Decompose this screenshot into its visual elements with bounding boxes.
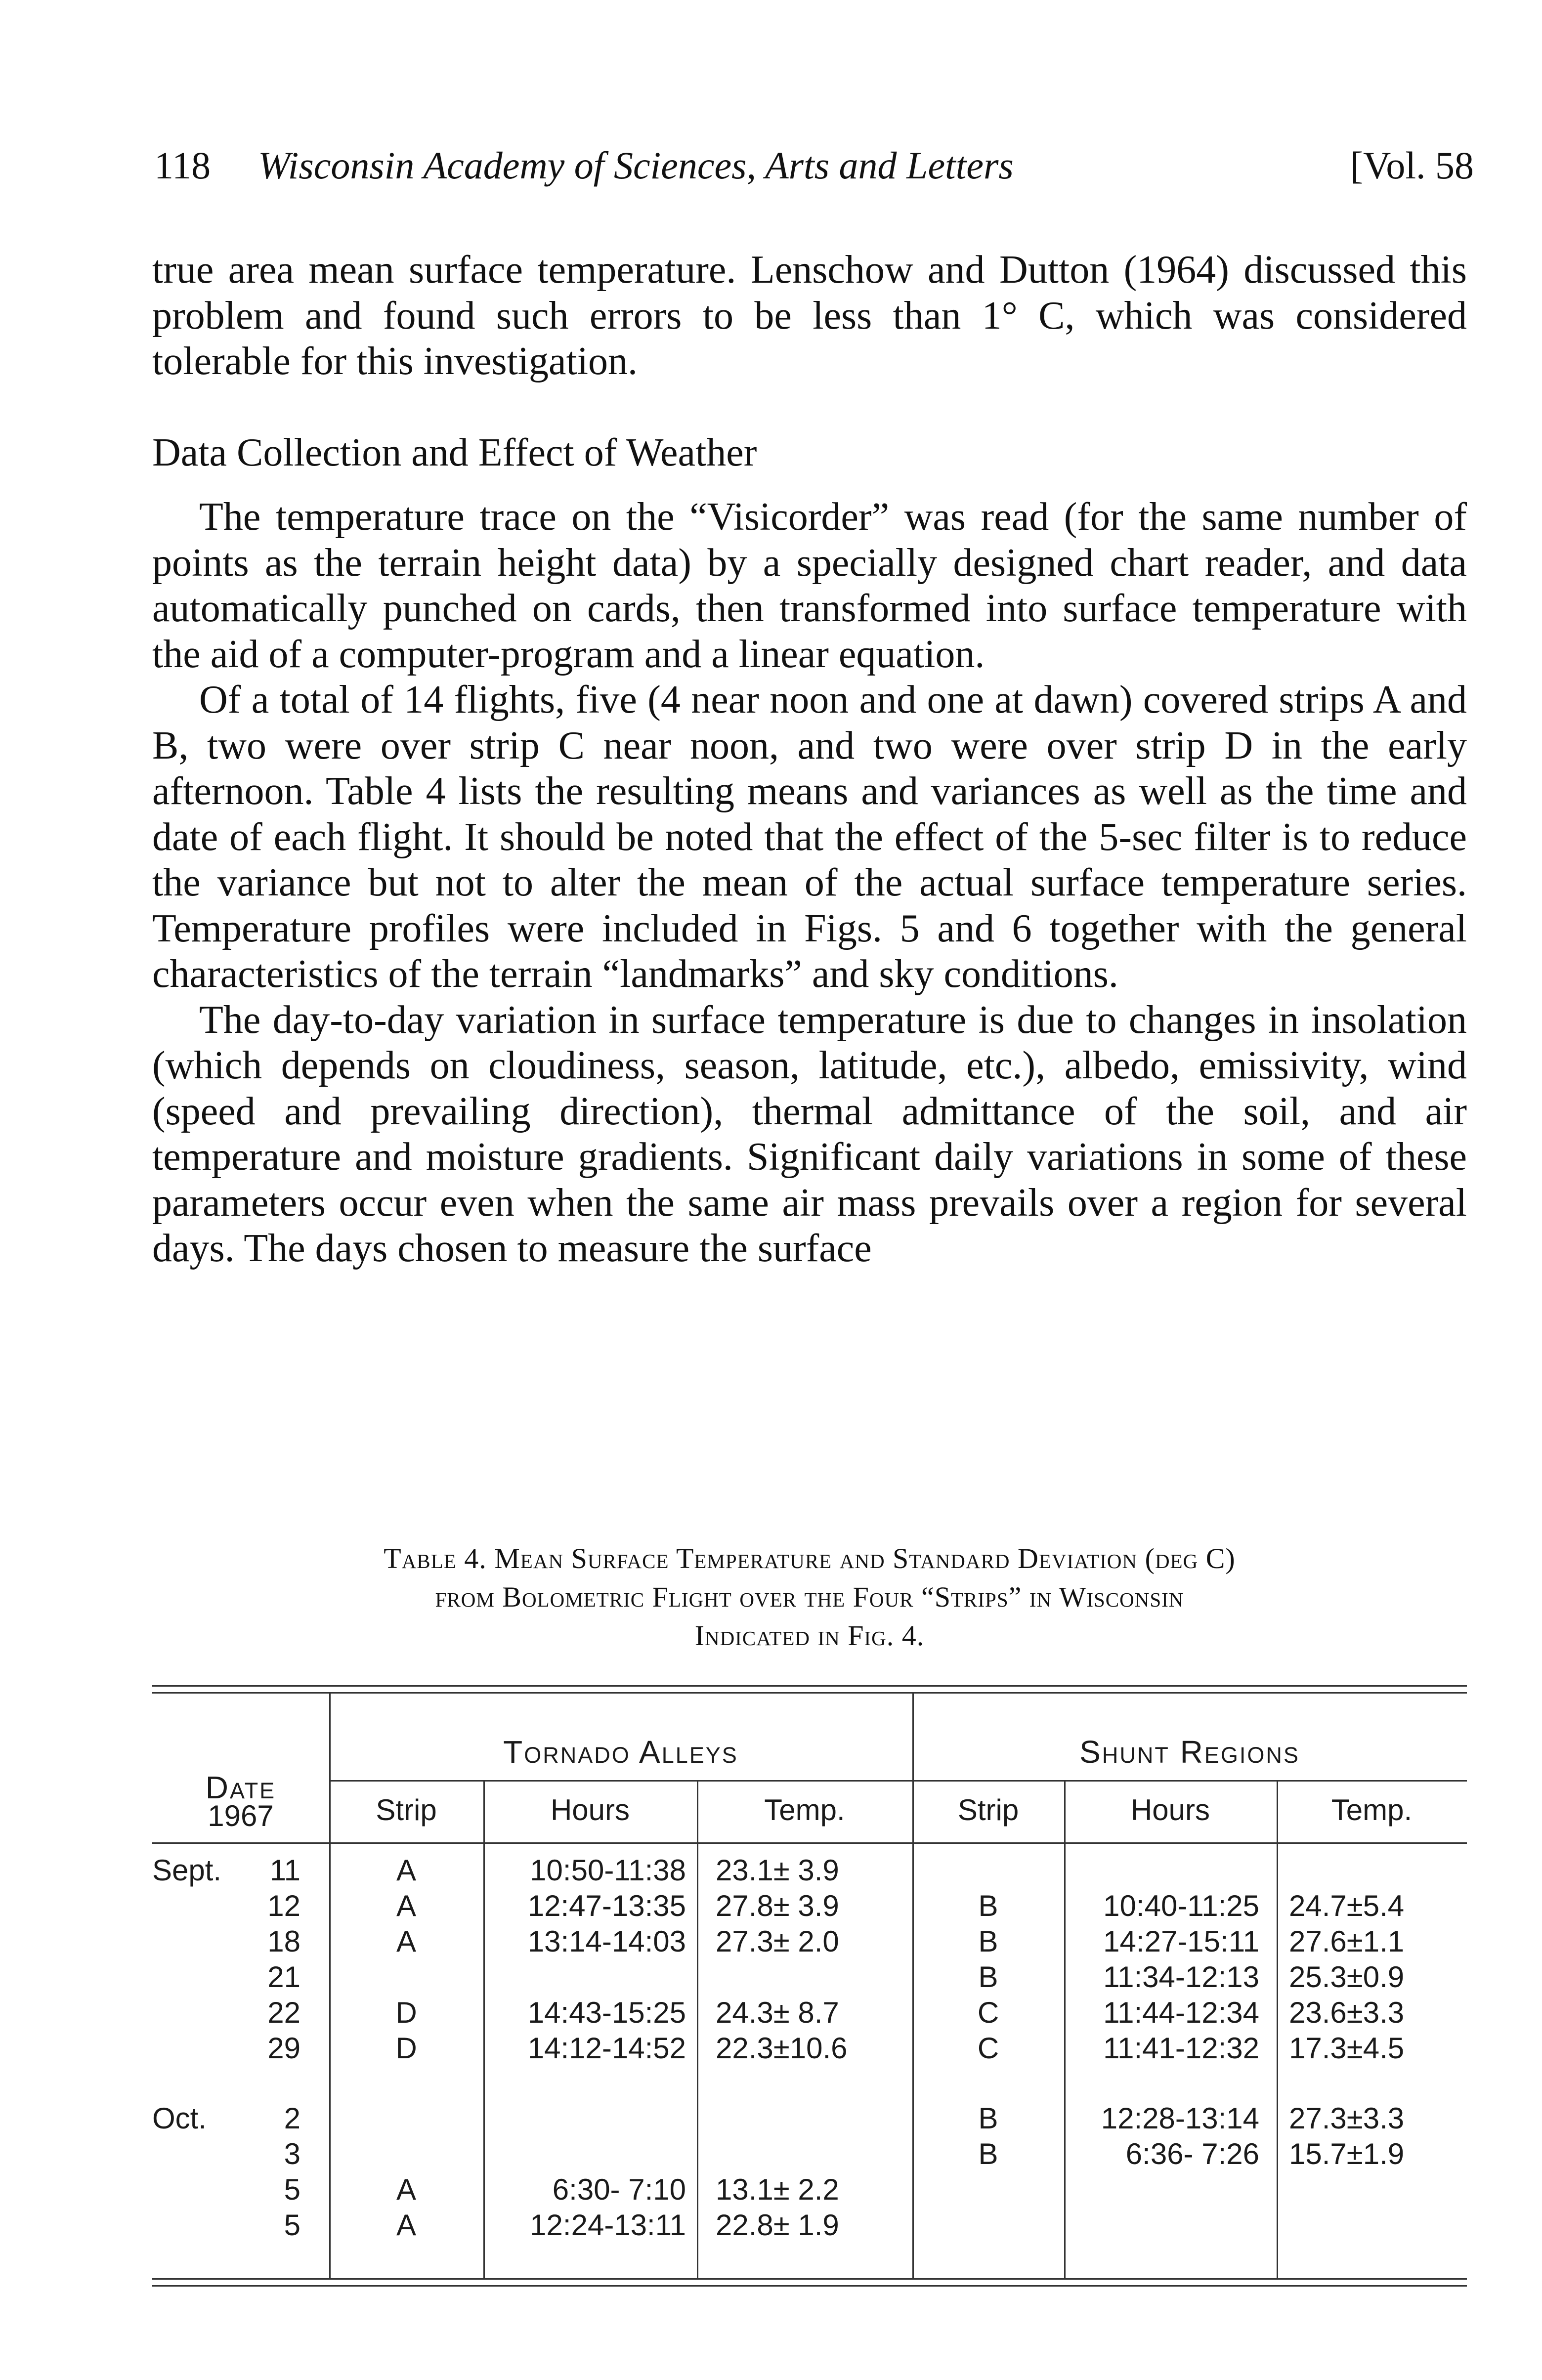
cell-sr-strip: B bbox=[978, 2137, 998, 2170]
paragraph: Of a total of 14 flights, five (4 near noon and one at dawn) covered strips A and B, two were over strip C near noon, and two were over strip D in the early afternoon. Table 4 lists the resulting means and variances as well as the time and date of each flight. It should be noted that the effect of the 5-sec filter is to reduce the variance but not to alter the mean of the actual surface temperature series. Temperature profiles were included in Figs. 5 and 6 together with the general characteristics of the terrain “landmarks” and sky conditions. bbox=[152, 678, 1467, 996]
strip-header: Strip bbox=[957, 1793, 1019, 1827]
hours-header: Hours bbox=[1130, 1793, 1210, 1827]
shunt-regions-header: Shunt Regions bbox=[1079, 1734, 1300, 1770]
table-caption bbox=[152, 1539, 1467, 1655]
hours-header: Hours bbox=[550, 1793, 630, 1827]
cell-sr-hours: 11:41-12:32 bbox=[1103, 2032, 1259, 2065]
cell-sr-strip: B bbox=[978, 1960, 998, 1994]
table-bottom-rule bbox=[152, 2285, 1467, 2287]
cell-day: 5 bbox=[284, 2209, 300, 2242]
column-divider bbox=[1277, 1780, 1278, 2278]
group-rule bbox=[329, 1780, 1467, 1782]
cell-ta-strip: A bbox=[396, 1889, 417, 1922]
cell-sr-temp: 24.7±5.4 bbox=[1289, 1889, 1405, 1922]
cell-sr-hours: 6:36- 7:26 bbox=[1125, 2137, 1259, 2170]
journal-title: Wisconsin Academy of Sciences, Arts and Letters bbox=[258, 144, 1014, 187]
table-bottom-rule bbox=[152, 2278, 1467, 2280]
cell-day: 29 bbox=[267, 2032, 300, 2065]
cell-ta-temp: 24.3± 8.7 bbox=[716, 1996, 839, 2029]
header-rule bbox=[152, 1842, 1467, 1844]
cell-sr-hours: 10:40-11:25 bbox=[1103, 1889, 1259, 1922]
data-table bbox=[152, 1685, 1467, 2288]
cell-sr-hours: 11:34-12:13 bbox=[1103, 1960, 1259, 1994]
cell-sr-strip: B bbox=[978, 2102, 998, 2135]
cell-ta-hours: 12:47-13:35 bbox=[527, 1889, 686, 1922]
volume-label: [Vol. 58 bbox=[1350, 144, 1474, 187]
cell-day: 22 bbox=[267, 1996, 300, 2029]
cell-day: 11 bbox=[269, 1854, 300, 1887]
cell-day: 3 bbox=[284, 2137, 300, 2170]
cell-sr-temp: 23.6±3.3 bbox=[1289, 1996, 1405, 2029]
table-top-rule bbox=[152, 1685, 1467, 1687]
cell-sr-temp: 27.3±3.3 bbox=[1289, 2102, 1405, 2135]
paragraph: The day-to-day variation in surface temperature is due to changes in insolation (which depends on cloudiness, season, latitude, etc.), albedo, emissivity, wind (speed and prevailing direction), thermal admittance of the soil, and air temperature and moisture gradients. Significant daily variations in some of these parameters occur even when the same air mass prevails over a region for several days. The days chosen to measure the surface bbox=[152, 998, 1467, 1270]
cell-sr-temp: 15.7±1.9 bbox=[1289, 2137, 1405, 2170]
cell-ta-temp: 22.8± 1.9 bbox=[716, 2209, 839, 2242]
body-text bbox=[152, 494, 1467, 1272]
cell-ta-hours: 14:43-15:25 bbox=[527, 1996, 686, 2029]
date-header: Date bbox=[205, 1770, 276, 1805]
cell-ta-temp: 13.1± 2.2 bbox=[716, 2173, 839, 2206]
cell-ta-hours: 10:50-11:38 bbox=[530, 1854, 686, 1887]
column-divider bbox=[483, 1780, 485, 2278]
cell-ta-strip: D bbox=[395, 1996, 417, 2029]
cell-day: 5 bbox=[284, 2173, 300, 2206]
cell-sr-strip: B bbox=[978, 1925, 998, 1958]
running-header bbox=[154, 143, 1474, 203]
cell-day: 18 bbox=[267, 1925, 300, 1958]
table-top-rule bbox=[152, 1692, 1467, 1694]
cell-sr-temp: 27.6±1.1 bbox=[1289, 1925, 1405, 1958]
strip-header: Strip bbox=[376, 1793, 437, 1827]
caption-line: Indicated in Fig. 4. bbox=[694, 1619, 925, 1652]
paragraph: The temperature trace on the “Visicorder” was read (for the same number of points as the terrain height data) by a specially designed chart reader, and data automatically punched on cards, then transformed into surface temperature with the aid of a computer-program and a linear equation. bbox=[152, 495, 1467, 676]
cell-month: Oct. bbox=[152, 2102, 207, 2135]
cell-sr-strip: C bbox=[977, 1996, 999, 2029]
cell-sr-hours: 12:28-13:14 bbox=[1101, 2102, 1259, 2135]
cell-ta-hours: 13:14-14:03 bbox=[527, 1925, 686, 1958]
page-number: 118 bbox=[154, 144, 211, 187]
cell-sr-hours: 11:44-12:34 bbox=[1103, 1996, 1259, 2029]
cell-sr-strip: C bbox=[977, 2032, 999, 2065]
cell-day: 12 bbox=[267, 1889, 300, 1922]
cell-sr-strip: B bbox=[978, 1889, 998, 1922]
cell-ta-temp: 27.3± 2.0 bbox=[716, 1925, 839, 1958]
cell-sr-hours: 14:27-15:11 bbox=[1103, 1925, 1259, 1958]
cell-sr-temp: 17.3±4.5 bbox=[1289, 2032, 1405, 2065]
caption-line: Table 4. Mean Surface Temperature and Standard Deviation (deg C) bbox=[384, 1542, 1236, 1574]
cell-ta-temp: 23.1± 3.9 bbox=[716, 1854, 839, 1887]
cell-ta-strip: A bbox=[396, 1854, 417, 1887]
cell-ta-hours: 14:12-14:52 bbox=[527, 2032, 686, 2065]
cell-ta-hours: 12:24-13:11 bbox=[530, 2209, 686, 2242]
cell-ta-temp: 22.3±10.6 bbox=[716, 2032, 848, 2065]
cell-ta-hours: 6:30- 7:10 bbox=[552, 2173, 686, 2206]
year-header: 1967 bbox=[208, 1799, 274, 1832]
section-heading: Data Collection and Effect of Weather bbox=[152, 431, 757, 474]
cell-ta-strip: D bbox=[395, 2032, 417, 2065]
intro-paragraph: true area mean surface temperature. Lenschow and Dutton (1964) discussed this problem and found such errors to be less than 1° C, which was considered tolerable for this investigation. bbox=[152, 248, 1467, 383]
cell-month: Sept. bbox=[152, 1854, 222, 1887]
cell-day: 21 bbox=[267, 1960, 300, 1994]
intro-text bbox=[152, 247, 1467, 384]
cell-ta-strip: A bbox=[396, 1925, 417, 1958]
cell-ta-strip: A bbox=[396, 2209, 417, 2242]
cell-ta-strip: A bbox=[396, 2173, 417, 2206]
temp-header: Temp. bbox=[1331, 1793, 1413, 1827]
cell-sr-temp: 25.3±0.9 bbox=[1289, 1960, 1405, 1994]
temp-header: Temp. bbox=[764, 1793, 845, 1827]
cell-ta-temp: 27.8± 3.9 bbox=[716, 1889, 839, 1922]
caption-line: from Bolometric Flight over the Four “Strips” in Wisconsin bbox=[435, 1581, 1184, 1613]
tornado-alleys-header: Tornado Alleys bbox=[503, 1734, 738, 1770]
column-divider bbox=[697, 1780, 698, 2278]
cell-day: 2 bbox=[284, 2102, 300, 2135]
